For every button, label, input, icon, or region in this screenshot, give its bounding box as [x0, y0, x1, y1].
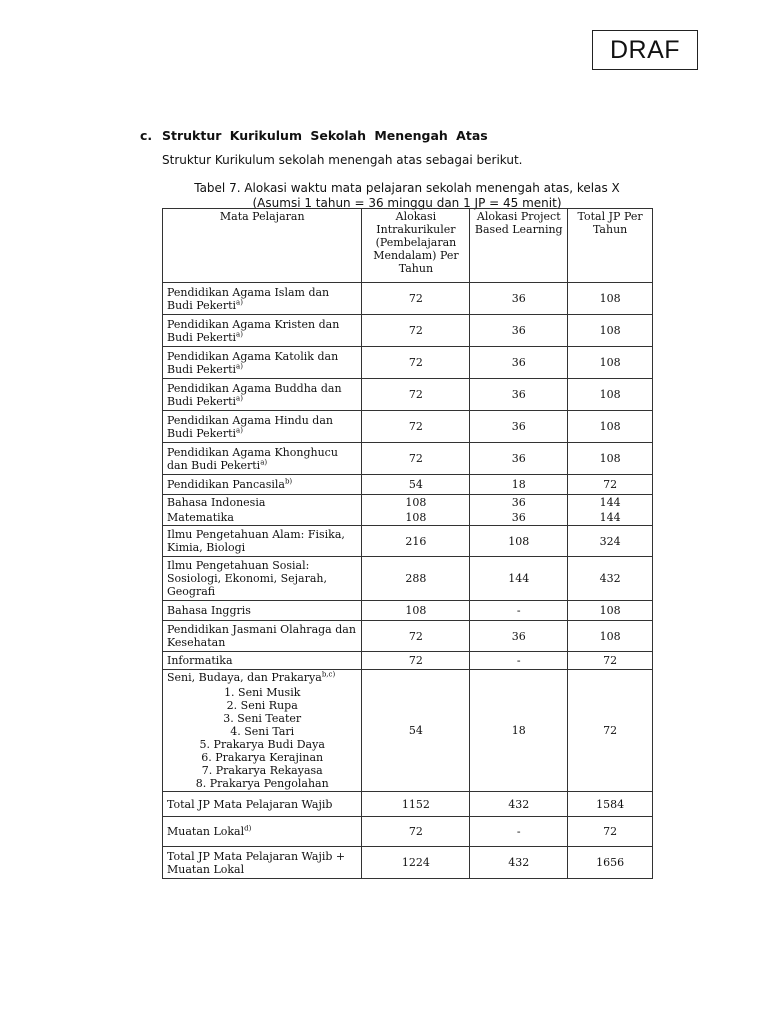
arts-sublist-item: 2. Seni Rupa [226, 699, 298, 712]
subject-name: Pendidikan Agama Islam dan Budi Pekerti [167, 285, 330, 312]
intrakurikuler-cell: 1224 [362, 847, 470, 879]
intrakurikuler-cell: 72 [362, 817, 470, 847]
total-cell: 108 [568, 347, 653, 379]
total-cell: 432 [568, 557, 653, 601]
section-heading [140, 128, 488, 143]
subject-name: Matematika [167, 511, 234, 524]
footnote-marker: a) [236, 329, 243, 338]
table-row [163, 315, 653, 347]
arts-sublist-item: 6. Prakarya Kerajinan [201, 751, 324, 764]
arts-sublist [167, 686, 357, 790]
subject-cell [163, 526, 362, 557]
subject-cell [163, 495, 362, 511]
table-row [163, 652, 653, 670]
subject-name: Pendidikan Agama Buddha dan Budi Pekerti [167, 381, 342, 408]
pbl-cell: 36 [470, 411, 568, 443]
subject-name: Pendidikan Agama Hindu dan Budi Pekerti [167, 413, 333, 440]
caption-line-2: (Asumsi 1 tahun = 36 minggu dan 1 JP = 45 menit) [252, 196, 562, 210]
intrakurikuler-cell: 54 [362, 475, 470, 495]
intrakurikuler-cell: 108 [362, 601, 470, 621]
header-pbl: Alokasi Project Based Learning [470, 209, 568, 283]
subject-name: Pendidikan Jasmani Olahraga dan Kesehatan [167, 623, 356, 649]
footnote-marker: a) [236, 425, 243, 434]
table-body [163, 283, 653, 879]
subject-cell [163, 670, 362, 792]
footnote-marker: d) [244, 824, 252, 833]
total-cell: 108 [568, 601, 653, 621]
footnote-marker: b) [284, 477, 293, 486]
table-row [163, 443, 653, 475]
subject-cell [163, 621, 362, 652]
pbl-cell: 36 [470, 347, 568, 379]
intrakurikuler-cell: 54 [362, 670, 470, 792]
subject-cell [163, 652, 362, 670]
caption-line-1: Tabel 7. Alokasi waktu mata pelajaran sekolah menengah atas, kelas X [194, 181, 620, 195]
intrakurikuler-cell: 72 [362, 315, 470, 347]
pbl-cell: 18 [470, 670, 568, 792]
subject-cell [163, 557, 362, 601]
subject-name: Bahasa Indonesia [167, 496, 266, 509]
pbl-cell: 18 [470, 475, 568, 495]
table-caption [162, 181, 652, 211]
table-row [163, 817, 653, 847]
intrakurikuler-cell: 72 [362, 283, 470, 315]
pbl-cell: 36 [470, 621, 568, 652]
pbl-cell: 36 [470, 315, 568, 347]
subject-cell [163, 475, 362, 495]
section-title: Struktur Kurikulum Sekolah Menengah Atas [162, 128, 488, 143]
draft-stamp: DRAF [592, 30, 698, 70]
table-row [163, 847, 653, 879]
intrakurikuler-cell: 108 [362, 495, 470, 511]
table-row [163, 621, 653, 652]
subject-name: Pendidikan Pancasila [167, 478, 285, 491]
arts-sublist-item: 3. Seni Teater [223, 712, 302, 725]
total-cell: 108 [568, 443, 653, 475]
total-cell: 144 [568, 510, 653, 526]
pbl-cell: - [470, 817, 568, 847]
pbl-cell: 432 [470, 792, 568, 817]
subject-name: Informatika [167, 654, 233, 667]
intrakurikuler-cell: 72 [362, 347, 470, 379]
pbl-cell: 432 [470, 847, 568, 879]
subject-cell [163, 283, 362, 315]
pbl-cell: 36 [470, 495, 568, 511]
table-row [163, 379, 653, 411]
total-cell: 108 [568, 621, 653, 652]
total-cell: 1656 [568, 847, 653, 879]
total-cell: 108 [568, 315, 653, 347]
table-row [163, 792, 653, 817]
total-cell: 108 [568, 379, 653, 411]
footnote-marker: a) [260, 457, 268, 466]
total-cell: 72 [568, 670, 653, 792]
subject-cell [163, 847, 362, 879]
footnote-marker: a) [236, 393, 243, 402]
intrakurikuler-cell: 288 [362, 557, 470, 601]
arts-sublist-item: 5. Prakarya Budi Daya [199, 738, 325, 751]
arts-sublist-item: 8. Prakarya Pengolahan [195, 777, 329, 790]
total-cell: 108 [568, 283, 653, 315]
subject-cell [163, 601, 362, 621]
subject-name: Ilmu Pengetahuan Sosial: Sosiologi, Ekonomi, Sejarah, Geografi [167, 559, 328, 598]
pbl-cell: 36 [470, 443, 568, 475]
pbl-cell: 108 [470, 526, 568, 557]
pbl-cell: 36 [470, 283, 568, 315]
intrakurikuler-cell: 72 [362, 411, 470, 443]
table-row [163, 510, 653, 526]
subject-cell [163, 411, 362, 443]
subject-name: Total JP Mata Pelajaran Wajib + Muatan Lokal [167, 849, 346, 876]
intrakurikuler-cell: 108 [362, 510, 470, 526]
footnote-marker: b,c) [321, 670, 336, 679]
intrakurikuler-cell: 72 [362, 652, 470, 670]
section-label: c. [140, 128, 153, 143]
subject-name: Muatan Lokal [167, 825, 245, 838]
subject-name: Total JP Mata Pelajaran Wajib [167, 797, 333, 811]
subject-cell [163, 379, 362, 411]
total-cell: 72 [568, 652, 653, 670]
total-cell: 72 [568, 817, 653, 847]
pbl-cell: - [470, 601, 568, 621]
subject-cell [163, 443, 362, 475]
subject-name: Ilmu Pengetahuan Alam: Fisika, Kimia, Biologi [167, 528, 345, 554]
intrakurikuler-cell: 72 [362, 443, 470, 475]
table-row [163, 283, 653, 315]
subject-cell [163, 792, 362, 817]
subject-name: Seni, Budaya, dan Prakarya [167, 671, 322, 684]
intrakurikuler-cell: 72 [362, 379, 470, 411]
total-cell: 144 [568, 495, 653, 511]
table-header-row [163, 209, 653, 283]
arts-sublist-item: 7. Prakarya Rekayasa [201, 764, 323, 777]
table-row [163, 495, 653, 511]
table-row [163, 557, 653, 601]
subject-name: Pendidikan Agama Kristen dan Budi Pekerti [167, 317, 340, 344]
total-cell: 324 [568, 526, 653, 557]
table-row [163, 475, 653, 495]
subject-name: Pendidikan Agama Khonghucu dan Budi Pekerti [167, 445, 338, 472]
table-row [163, 347, 653, 379]
total-cell: 72 [568, 475, 653, 495]
header-subject: Mata Pelajaran [163, 209, 362, 283]
footnote-marker: a) [236, 297, 243, 306]
table-row-arts [163, 670, 653, 792]
section-intro: Struktur Kurikulum sekolah menengah atas sebagai berikut. [162, 153, 523, 167]
arts-sublist-item: 4. Seni Tari [230, 725, 295, 738]
intrakurikuler-cell: 1152 [362, 792, 470, 817]
intrakurikuler-cell: 216 [362, 526, 470, 557]
table-row [163, 411, 653, 443]
footnote-marker: a) [236, 361, 243, 370]
total-cell: 108 [568, 411, 653, 443]
table-row [163, 526, 653, 557]
subject-name: Bahasa Inggris [167, 604, 251, 617]
curriculum-table [162, 208, 653, 879]
arts-sublist-item: 1. Seni Musik [224, 686, 301, 699]
pbl-cell: 36 [470, 510, 568, 526]
subject-cell [163, 510, 362, 526]
pbl-cell: 36 [470, 379, 568, 411]
total-cell: 1584 [568, 792, 653, 817]
header-total: Total JP Per Tahun [568, 209, 653, 283]
subject-cell [163, 315, 362, 347]
subject-cell [163, 817, 362, 847]
subject-cell [163, 347, 362, 379]
pbl-cell: 144 [470, 557, 568, 601]
table-row [163, 601, 653, 621]
header-intrakurikuler: Alokasi Intrakurikuler (Pembelajaran Mendalam) Per Tahun [362, 209, 470, 283]
intrakurikuler-cell: 72 [362, 621, 470, 652]
pbl-cell: - [470, 652, 568, 670]
subject-name: Pendidikan Agama Katolik dan Budi Pekerti [167, 349, 339, 376]
